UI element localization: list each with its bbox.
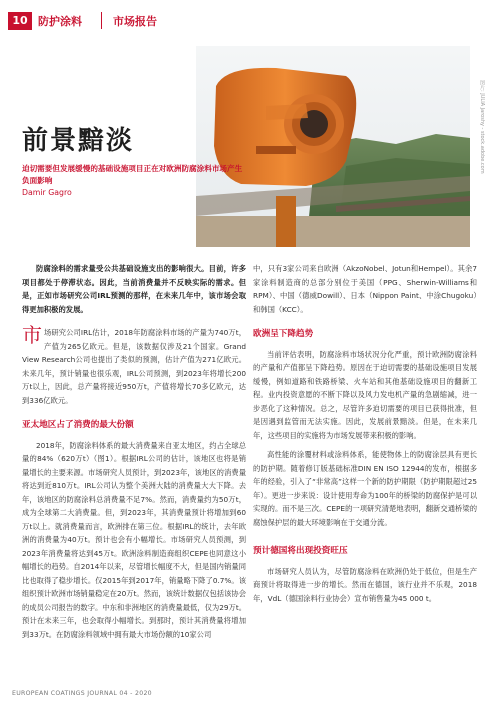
author-name: Damir Gagro bbox=[22, 188, 72, 197]
page-number: 10 bbox=[8, 12, 32, 30]
left-column bbox=[22, 262, 246, 641]
heading-germany: 预计德国将出现投资旺压 bbox=[253, 546, 348, 556]
intro-paragraph: 防腐涂料的需求量受公共基础设施支出的影响很大。目前，许多项目都处于停滞状态。因此，当前消费量并不反映实际的需求。但是，正如市场研究公司IRL预测的那样，在未来几年中，该市场会取得更加积极的发展。 bbox=[22, 264, 246, 314]
heading-asia-pacific: 亚太地区占了消费的最大份额 bbox=[22, 420, 134, 430]
paragraph-continued: 中，只有3家公司来自欧洲（AkzoNobel、Jotun和Hempel）。其余7家涂料制造商的总部分别位于美国（PPG、Sherwin-Williams和RPM）、中国（德威Dowill）、日本（Nippon Paint、中涂Chugoku）和韩国（KCC）。 bbox=[253, 264, 477, 314]
hero-photo-binoculars bbox=[196, 46, 470, 247]
paragraph-3: 当前评估表明，防腐涂料市场状况分化严重，预计欧洲防腐涂料的产量和产值都呈下降趋势。原因在于迫切需要的基础设施项目发展缓慢，例如道路和铁路桥梁、火车站和其他基础设施项目的翻新工程。业内投资意愿的不断下降以及风力发电机产量的急剧缩减，进一步恶化了这种情况。总之，尽管许多迫切需要的项目已获得批准，但是因遇到监管而无法实施。因此，发展前景黯淡。但是，在未来几年，这些项目的实施将为市场发展带来积极的影响。 bbox=[253, 349, 477, 440]
article-subtitle: 迫切需要但发展缓慢的基础设施项目正在对欧洲防腐涂料市场产生负面影响 bbox=[22, 164, 243, 185]
footer-journal: EUROPEAN COATINGS JOURNAL 04 - 2020 bbox=[12, 690, 152, 697]
magazine-title: 防护涂料 bbox=[38, 15, 82, 28]
header-divider bbox=[101, 12, 102, 29]
paragraph-1: 市场研究公司IRL估计，2018年防腐涂料市场的产量为740万t，产值为265亿欧元。但是，该数据仅涉及21个国家。Grand View Research公司也提出了类似的预测，估计产值为271亿欧元。未来几年，预计销量也很乐观，IRL公司预测，到2023年将增长200万t以上，因此，总产量将接近950万t，产值将增长70多亿欧元，达到336亿欧元。 bbox=[22, 323, 246, 405]
article-title: 前景黯淡 bbox=[22, 126, 135, 156]
paragraph-4: 高性能的涂覆材料或涂料体系，能使物体上的防腐涂层具有更长的防护期。随着修订版基础标准DIN EN ISO 12944的发布，根据多年的经验，引入了“非常高”这样一个新的防护期限（防护期限超过25年）。更进一步来说：设计使用寿命为100年的桥梁的防腐保护是可以实现的。而不是三次。CEPE的一项研究清楚地表明，翻新交通桥梁的腐蚀保护层的最大环境影响在于交通分流。 bbox=[253, 450, 477, 527]
heading-europe-decline: 欧洲呈下降趋势 bbox=[253, 329, 314, 339]
right-column bbox=[253, 262, 477, 605]
photo-credit: 图片: JULIA Jaroshy - stock.adobe.com bbox=[479, 80, 485, 174]
dropcap: 市 bbox=[22, 323, 42, 347]
paragraph-2: 2018年，防腐涂料体系的最大消费量来自亚太地区，约占全球总量的84%（620万t）（图1）。根据IRL公司的估计，该地区也将是销量增长的主要来源。市场研究人员预计，到2023年，该地区的消费量将达到近810万t。IRL公司认为整个美洲大陆的消费量大大下降。去年，该地区的防腐涂料总消费量不足7%。然而，消费量约为50万t，成为全球第二大消费量。但，到2023年，其消费量预计将增加到60万t以上。就消费量而言，欧洲排在第三位。根据IRL的统计，去年欧洲的消费量为40万t。预计也会有小幅增长。市场研究人员预测，到2023年消费量将达到45万t。欧洲涂料制造商组织CEPE也同意这小幅增长的趋势。自2014年以来，尽管增长幅度不大，但是国内销量同比也取得了稳步增长。仅2015年到2017年，销量略下降了0.7%。该组织预计欧洲市场销量稳定在20万t。然而，该统计数据仅包括该协会的成员公司报告的数字。中东和非洲地区的消费量最低，仅为29万t。预计在未来三年，也会取得小幅增长。到那时，预计其消费量将增加到33万t。在防腐涂料领域中拥有最大市场份额的10家公司 bbox=[22, 440, 246, 639]
paragraph-5: 市场研究人员认为，尽管防腐涂料在欧洲仍处于低位，但是生产商预计将取得进一步的增长。然而在德国，该行业并不乐观，2018年，VdL（德国涂料行业协会）宣布销售量为45 000 t。 bbox=[253, 566, 477, 603]
section-title: 市场报告 bbox=[113, 15, 157, 28]
